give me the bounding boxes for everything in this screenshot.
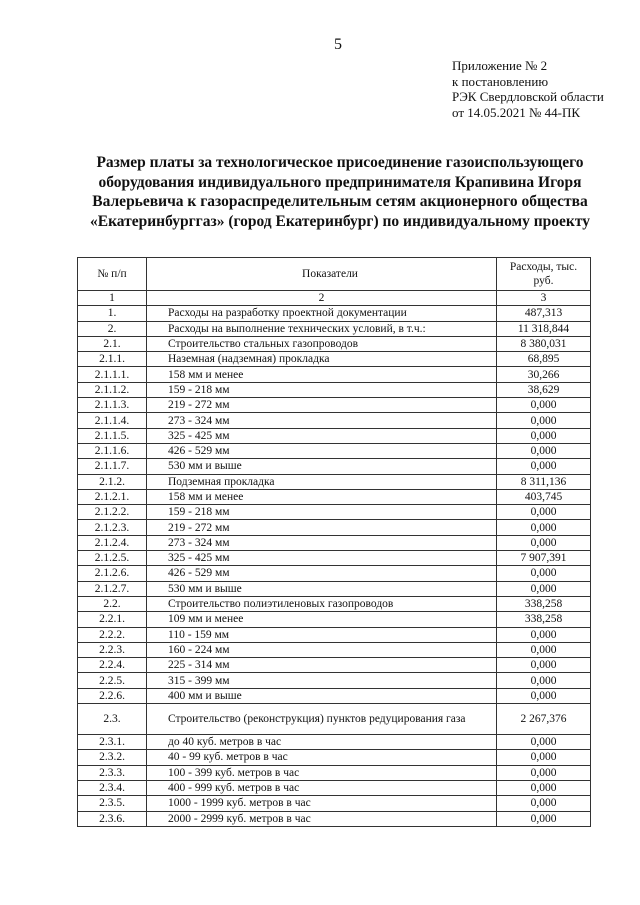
- table-row: [78, 765, 591, 780]
- row-cost: 0,000: [497, 796, 591, 811]
- table-row: [78, 428, 591, 443]
- row-cost: 0,000: [497, 627, 591, 642]
- row-cost: 403,745: [497, 489, 591, 504]
- row-number: 2.1.1.3.: [78, 398, 147, 413]
- column-numbering-row: [78, 291, 591, 306]
- table-row: [78, 658, 591, 673]
- row-number: 2.3.2.: [78, 750, 147, 765]
- table-row: [78, 398, 591, 413]
- table-row: [78, 382, 591, 397]
- table-row: [78, 627, 591, 642]
- row-indicator: Подземная прокладка: [147, 474, 497, 489]
- annex-line: Приложение № 2: [452, 58, 548, 73]
- row-number: 2.3.5.: [78, 796, 147, 811]
- table-row: [78, 367, 591, 382]
- row-cost: 338,258: [497, 612, 591, 627]
- table-row: [78, 704, 591, 735]
- row-number: 2.1.2.: [78, 474, 147, 489]
- row-number: 2.1.2.2.: [78, 505, 147, 520]
- table-row: [78, 673, 591, 688]
- table-row: [78, 443, 591, 458]
- table-row: [78, 566, 591, 581]
- table-row: [78, 321, 591, 336]
- document-title: Размер платы за технологическое присоединение газоиспользующего оборудования индивидуального предпринимателя Крапивина Игоря Валерьевича к газораспределительным сетям акционерного общества «Екатеринбурггаз» (город Екатеринбург) по индивидуальному проекту: [90, 154, 590, 230]
- row-cost: 8 380,031: [497, 336, 591, 351]
- column-number: 3: [497, 291, 591, 306]
- row-number: 2.1.1.6.: [78, 443, 147, 458]
- row-indicator: Строительство (реконструкция) пунктов редуцирования газа: [147, 704, 497, 735]
- table-row: [78, 581, 591, 596]
- row-cost: 338,258: [497, 596, 591, 611]
- row-number: 1.: [78, 306, 147, 321]
- row-indicator: 158 мм и менее: [147, 367, 497, 382]
- column-number: 2: [147, 291, 497, 306]
- row-indicator: 273 - 324 мм: [147, 535, 497, 550]
- row-indicator: Наземная (надземная) прокладка: [147, 352, 497, 367]
- row-cost: 11 318,844: [497, 321, 591, 336]
- table-row: [78, 642, 591, 657]
- row-number: 2.: [78, 321, 147, 336]
- row-cost: 2 267,376: [497, 704, 591, 735]
- table-row: [78, 750, 591, 765]
- row-indicator: 100 - 399 куб. метров в час: [147, 765, 497, 780]
- table-row: [78, 489, 591, 504]
- table-row: [78, 612, 591, 627]
- row-indicator: 109 мм и менее: [147, 612, 497, 627]
- row-number: 2.3.: [78, 704, 147, 735]
- row-cost: 0,000: [497, 688, 591, 703]
- table-row: [78, 352, 591, 367]
- table-row: [78, 596, 591, 611]
- row-cost: 0,000: [497, 520, 591, 535]
- table-row: [78, 520, 591, 535]
- row-cost: 0,000: [497, 428, 591, 443]
- row-indicator: 400 - 999 куб. метров в час: [147, 780, 497, 795]
- row-cost: 68,895: [497, 352, 591, 367]
- row-number: 2.2.4.: [78, 658, 147, 673]
- row-indicator: 325 - 425 мм: [147, 428, 497, 443]
- row-number: 2.3.4.: [78, 780, 147, 795]
- row-indicator: 426 - 529 мм: [147, 443, 497, 458]
- row-number: 2.1.2.4.: [78, 535, 147, 550]
- header-indicators: Показатели: [147, 258, 497, 291]
- row-cost: 0,000: [497, 811, 591, 826]
- row-indicator: 325 - 425 мм: [147, 551, 497, 566]
- row-number: 2.2.: [78, 596, 147, 611]
- row-number: 2.2.3.: [78, 642, 147, 657]
- row-indicator: 159 - 218 мм: [147, 505, 497, 520]
- row-number: 2.2.2.: [78, 627, 147, 642]
- row-indicator: Расходы на разработку проектной документации: [147, 306, 497, 321]
- row-number: 2.2.5.: [78, 673, 147, 688]
- table-row: [78, 413, 591, 428]
- row-cost: 0,000: [497, 443, 591, 458]
- row-cost: 487,313: [497, 306, 591, 321]
- table-row: [78, 735, 591, 750]
- table-row: [78, 505, 591, 520]
- row-number: 2.1.1.7.: [78, 459, 147, 474]
- annex-line: к постановлению: [452, 73, 549, 89]
- row-cost: 0,000: [497, 459, 591, 474]
- row-number: 2.1.1.5.: [78, 428, 147, 443]
- row-number: 2.1.1.: [78, 352, 147, 367]
- row-indicator: 40 - 99 куб. метров в час: [147, 750, 497, 765]
- row-cost: 0,000: [497, 780, 591, 795]
- row-indicator: до 40 куб. метров в час: [147, 735, 497, 750]
- row-cost: 0,000: [497, 505, 591, 520]
- row-cost: 7 907,391: [497, 551, 591, 566]
- row-cost: 0,000: [497, 398, 591, 413]
- row-cost: 0,000: [497, 581, 591, 596]
- page-number: 5: [334, 36, 342, 53]
- row-indicator: 158 мм и менее: [147, 489, 497, 504]
- row-indicator: 219 - 272 мм: [147, 398, 497, 413]
- row-number: 2.2.1.: [78, 612, 147, 627]
- row-indicator: 2000 - 2999 куб. метров в час: [147, 811, 497, 826]
- row-number: 2.1.2.1.: [78, 489, 147, 504]
- row-number: 2.3.1.: [78, 735, 147, 750]
- row-cost: 0,000: [497, 673, 591, 688]
- row-indicator: Строительство полиэтиленовых газопроводов: [147, 596, 497, 611]
- row-number: 2.1.2.5.: [78, 551, 147, 566]
- row-indicator: Расходы на выполнение технических условий, в т.ч.:: [147, 321, 497, 336]
- table-header-row: [78, 258, 591, 291]
- row-number: 2.2.6.: [78, 688, 147, 703]
- row-number: 2.3.6.: [78, 811, 147, 826]
- row-number: 2.1.2.7.: [78, 581, 147, 596]
- header-number: № п/п: [78, 258, 147, 291]
- row-cost: 0,000: [497, 658, 591, 673]
- row-cost: 30,266: [497, 367, 591, 382]
- table-row: [78, 336, 591, 351]
- row-number: 2.3.3.: [78, 765, 147, 780]
- row-indicator: 1000 - 1999 куб. метров в час: [147, 796, 497, 811]
- row-cost: 0,000: [497, 765, 591, 780]
- row-number: 2.1.1.2.: [78, 382, 147, 397]
- row-cost: 0,000: [497, 735, 591, 750]
- row-indicator: 160 - 224 мм: [147, 642, 497, 657]
- row-cost: 0,000: [497, 750, 591, 765]
- row-indicator: 110 - 159 мм: [147, 627, 497, 642]
- table-row: [78, 459, 591, 474]
- table-row: [78, 688, 591, 703]
- row-indicator: 219 - 272 мм: [147, 520, 497, 535]
- table-row: [78, 474, 591, 489]
- row-indicator: 225 - 314 мм: [147, 658, 497, 673]
- row-number: 2.1.1.4.: [78, 413, 147, 428]
- annex-line: от 14.05.2021 № 44-ПК: [452, 104, 581, 120]
- row-cost: 0,000: [497, 566, 591, 581]
- row-indicator: 530 мм и выше: [147, 459, 497, 474]
- row-indicator: Строительство стальных газопроводов: [147, 336, 497, 351]
- row-number: 2.1.1.1.: [78, 367, 147, 382]
- table-row: [78, 306, 591, 321]
- table-row: [78, 780, 591, 795]
- row-cost: 0,000: [497, 413, 591, 428]
- fee-table: [77, 257, 591, 827]
- table-row: [78, 535, 591, 550]
- table-row: [78, 811, 591, 826]
- row-indicator: 426 - 529 мм: [147, 566, 497, 581]
- row-cost: 0,000: [497, 642, 591, 657]
- row-indicator: 400 мм и выше: [147, 688, 497, 703]
- row-number: 2.1.: [78, 336, 147, 351]
- table-row: [78, 551, 591, 566]
- column-number: 1: [78, 291, 147, 306]
- row-cost: 0,000: [497, 535, 591, 550]
- row-number: 2.1.2.3.: [78, 520, 147, 535]
- row-indicator: 159 - 218 мм: [147, 382, 497, 397]
- header-costs: Расходы, тыс. руб.: [497, 258, 591, 291]
- row-number: 2.1.2.6.: [78, 566, 147, 581]
- row-indicator: 315 - 399 мм: [147, 673, 497, 688]
- row-indicator: 530 мм и выше: [147, 581, 497, 596]
- annex-reference: [452, 58, 604, 120]
- row-indicator: 273 - 324 мм: [147, 413, 497, 428]
- row-cost: 8 311,136: [497, 474, 591, 489]
- annex-line: РЭК Свердловской области: [452, 89, 604, 104]
- table-row: [78, 796, 591, 811]
- row-cost: 38,629: [497, 382, 591, 397]
